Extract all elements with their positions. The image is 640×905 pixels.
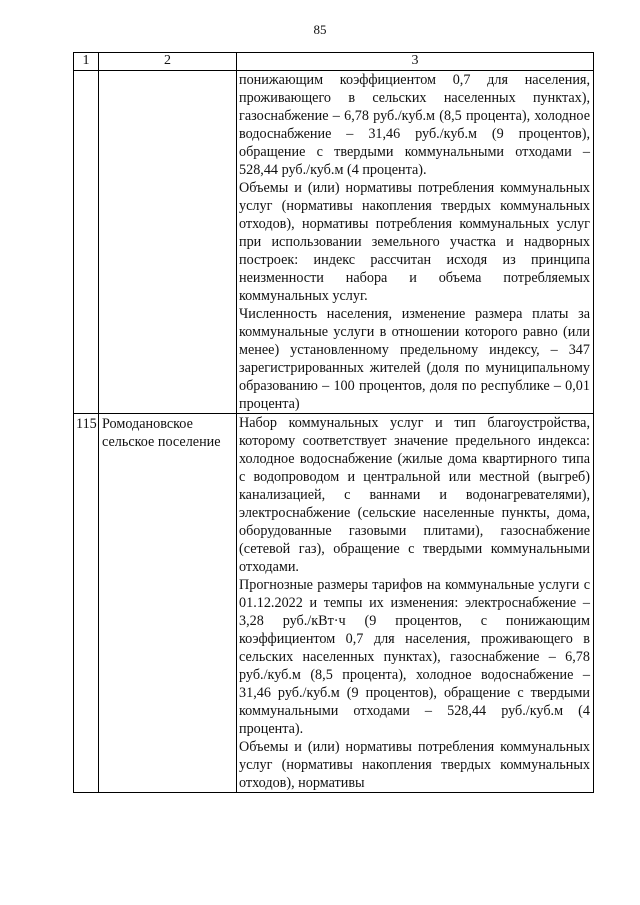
row-content [237,71,594,414]
paragraph: понижающим коэффициентом 0,7 для населения, проживающего в сельских населенных пунктах), газоснабжение – 6,78 руб./куб.м (8,5 процента), холодное водоснабжение – 31,46 руб./куб.м (9 процентов), обращение с твердыми коммунальными отходами – 528,44 руб./куб.м (4 процента). [239,72,590,178]
paragraph: Объемы и (или) нормативы потребления коммунальных услуг (нормативы накопления твердых коммунальных отходов), нормативы [239,739,590,791]
header-col-1: 1 [74,53,99,71]
settlement-name [99,71,237,414]
settlement-name: Ромодановское сельское поселение [99,414,237,793]
paragraph: Численность населения, изменение размера платы за коммунальные услуги в отношении которого равно (или менее) установленному предельному индексу, – 347 зарегистрированных жителей (доля по муниципальному образованию – 100 процентов, доля по республике – 0,01 процента) [239,306,590,412]
table-header-row [74,53,594,71]
header-col-2: 2 [99,53,237,71]
tariff-table [73,52,594,793]
row-number [74,71,99,414]
header-col-3: 3 [237,53,594,71]
paragraph: Объемы и (или) нормативы потребления коммунальных услуг (нормативы накопления твердых коммунальных отходов), нормативы потребления коммунальных услуг при использовании земельного участка и надворных построек: индекс рассчитан исходя из принципа неизменности набора и объема потребляемых коммунальных услуг. [239,180,590,304]
paragraph: Набор коммунальных услуг и тип благоустройства, которому соответствует значение предельного индекса: холодное водоснабжение (жилые дома квартирного типа с водопроводом и центральной или местной (выгреб) канализацией, с ваннами и водонагревателями), электроснабжение (сельские населенные пункты, дома, оборудованные газовыми плитами), газоснабжение (сетевой газ), обращение с твердыми коммунальными отходами. [239,415,590,575]
table-row [74,414,594,793]
row-content [237,414,594,793]
paragraph: Прогнозные размеры тарифов на коммунальные услуги с 01.12.2022 и темпы их изменения: электроснабжение – 3,28 руб./кВт·ч (9 процентов, с понижающим коэффициентом 0,7 для населения, проживающего в сельских населенных пунктах), газоснабжение – 6,78 руб./куб.м (8,5 процента), холодное водоснабжение – 31,46 руб./куб.м (9 процентов), обращение с твердыми коммунальными отходами – 528,44 руб./куб.м (4 процента). [239,577,590,737]
row-number: 115 [74,414,99,793]
page-number: 85 [313,22,327,37]
table-row [74,71,594,414]
